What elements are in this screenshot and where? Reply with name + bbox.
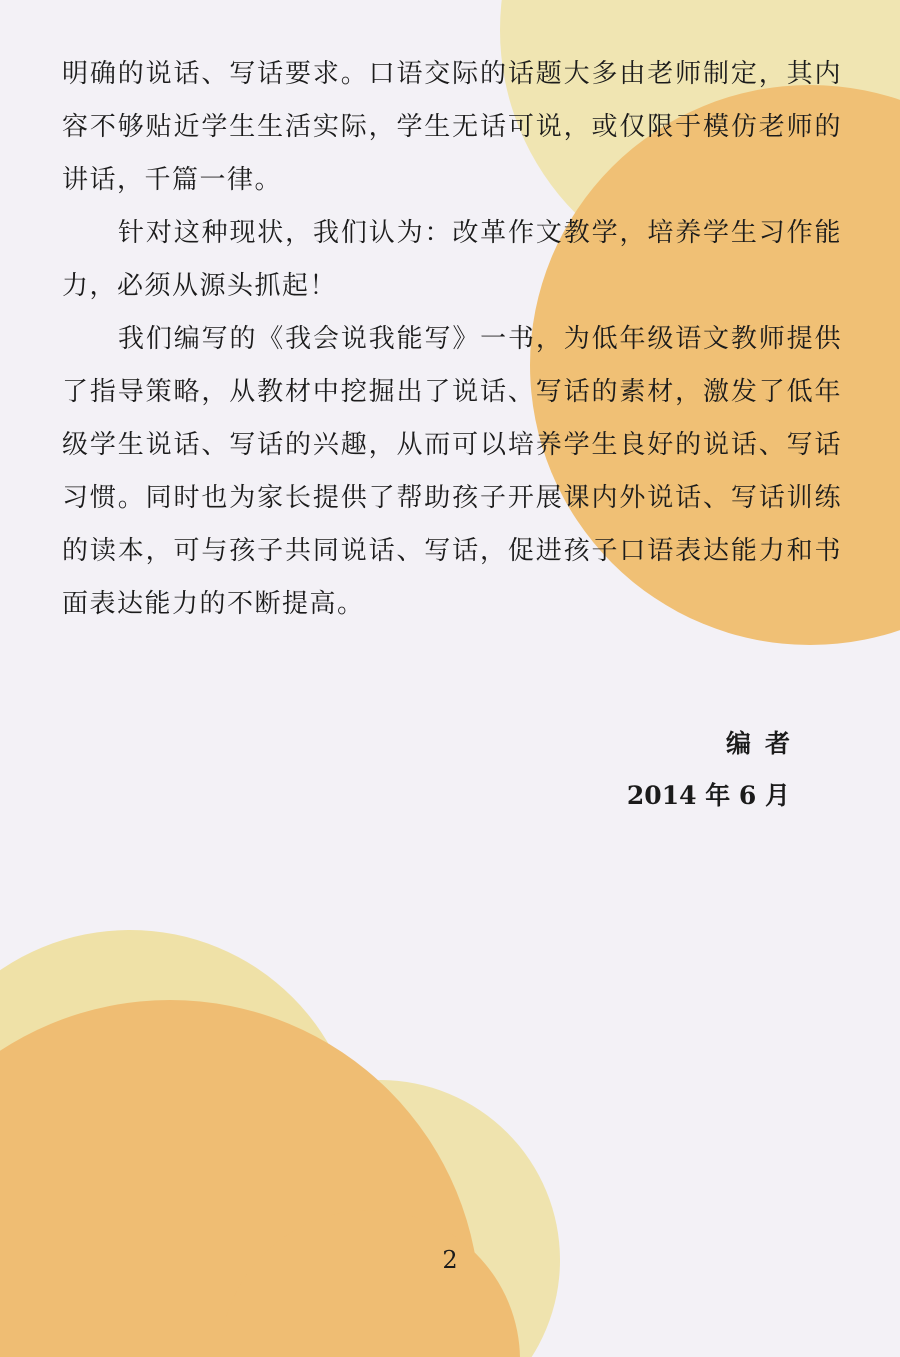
paragraph: 针对这种现状，我们认为：改革作文教学，培养学生习作能力，必须从源头抓起！ — [62, 218, 842, 301]
paragraph: 我们编写的《我会说我能写》一书，为低年级语文教师提供了指导策略，从教材中挖掘出了说话、写话的素材，激发了低年级学生说话、写话的兴趣，从而可以培养学生良好的说话、写话习惯。同时也为家长提供了帮助孩子开展课内外说话、写话训练的读本，可与孩子共同说话、写话，促进孩子口语表达能力和书面表达能力的不断提高。 — [62, 324, 842, 619]
signature-date: 2014 年 6 月 — [626, 781, 790, 810]
paragraph-continuation: 明确的说话、写话要求。口语交际的话题大多由老师制定，其内容不够贴近学生生活实际，学生无话可说，或仅限于模仿老师的讲话，千篇一律。 — [62, 59, 842, 195]
preface-body — [62, 48, 842, 631]
page-number: 2 — [442, 1246, 458, 1274]
author-signature: 编者 — [725, 729, 804, 758]
signature-block — [626, 718, 804, 822]
